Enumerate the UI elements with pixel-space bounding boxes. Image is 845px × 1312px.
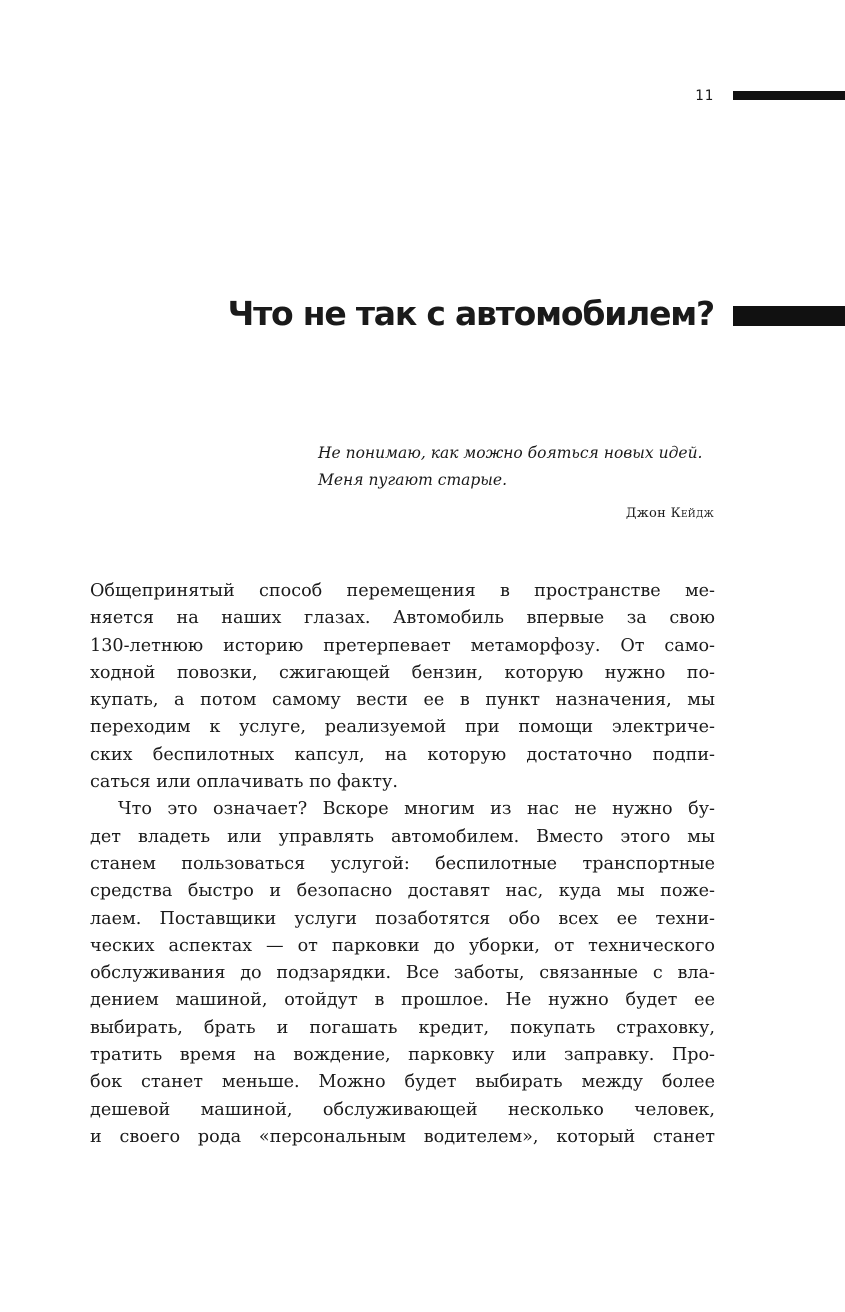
body-line: обслуживания до подзарядки. Все заботы, связанные с вла- xyxy=(90,963,715,984)
chapter-title-bar xyxy=(733,306,845,326)
epigraph-line: Не понимаю, как можно бояться новых идей. xyxy=(318,444,703,462)
body-line: переходим к услуге, реализуемой при помощи электриче- xyxy=(90,717,715,738)
epigraph-author-last-name: Кейдж xyxy=(670,506,714,521)
body-line: Общепринятый способ перемещения в пространстве ме- xyxy=(90,581,715,601)
body-line: выбирать, брать и погашать кредит, покупать страховку, xyxy=(90,1017,715,1038)
epigraph-author-first-name: Джон xyxy=(625,506,671,521)
epigraph-author xyxy=(318,506,714,521)
page-number: 11 xyxy=(695,88,714,104)
body-line: ческих аспектах — от парковки до уборки, от технического xyxy=(90,935,715,956)
body-line: средства быстро и безопасно доставят нас, куда мы поже- xyxy=(90,881,715,902)
body-line: ских беспилотных капсул, на которую достаточно подпи- xyxy=(90,744,715,765)
body-line: лаем. Поставщики услуги позаботятся обо всех ее техни- xyxy=(90,908,715,929)
body-line: станем пользоваться услугой: беспилотные транспортные xyxy=(90,853,715,874)
chapter-title: Что не так с автомобилем? xyxy=(227,294,714,333)
body-line: дешевой машиной, обслуживающей несколько человек, xyxy=(90,1099,715,1120)
paragraph-2 xyxy=(90,796,715,1151)
body-line: 130-летнюю историю претерпевает метаморфозу. От само- xyxy=(90,635,715,656)
page-number-bar xyxy=(733,91,845,100)
body-line: Что это означает? Вскоре многим из нас не нужно бу- xyxy=(118,799,715,820)
body-line: бок станет меньше. Можно будет выбирать между более xyxy=(90,1072,715,1093)
body-line: ходной повозки, сжигающей бензин, которую нужно по- xyxy=(90,662,715,683)
body-line: дет владеть или управлять автомобилем. Вместо этого мы xyxy=(90,826,715,847)
body-line: саться или оплачивать по факту. xyxy=(90,772,398,793)
body-line: няется на наших глазах. Автомобиль впервые за свою xyxy=(90,608,715,629)
body-line: дением машиной, отойдут в прошлое. Не нужно будет ее xyxy=(90,990,715,1011)
epigraph-line: Меня пугают старые. xyxy=(318,471,508,489)
body-text xyxy=(90,578,715,1151)
body-line: купать, а потом самому вести ее в пункт назначения, мы xyxy=(90,690,715,711)
body-line: тратить время на вождение, парковку или заправку. Про- xyxy=(90,1045,715,1066)
epigraph xyxy=(318,440,714,521)
paragraph-1 xyxy=(90,578,715,796)
body-line: и своего рода «персональным водителем», который станет xyxy=(90,1126,715,1147)
